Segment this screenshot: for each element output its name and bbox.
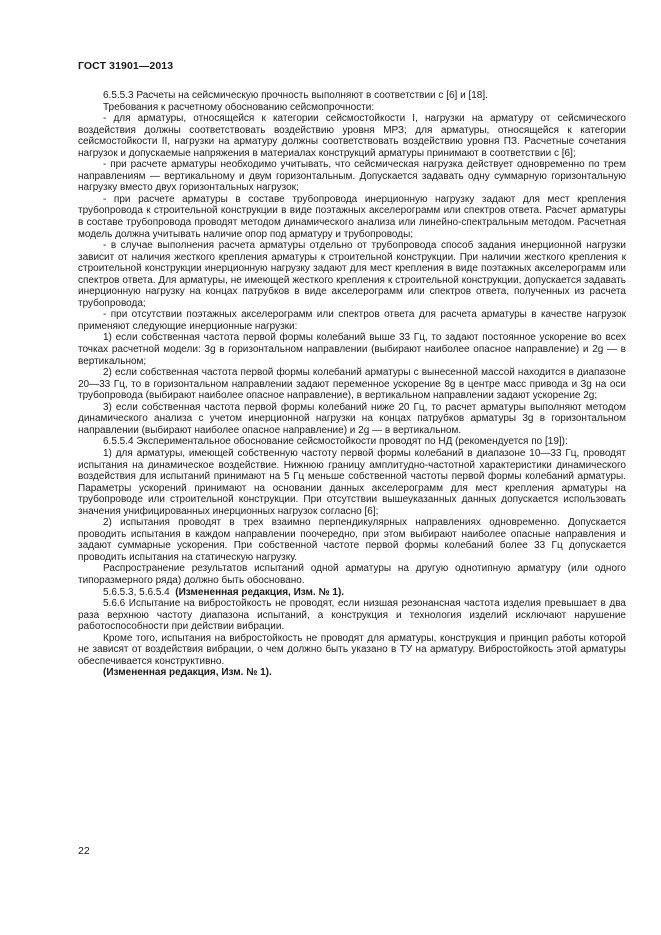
paragraph: - при расчете арматуры необходимо учитывать, что сейсмическая нагрузка действует одновременно по трем направлениям — вертикальному и двум горизонтальным. Допускается задавать одну суммарную горизонтальную нагрузку вместо двух горизонтальных нагрузок; <box>78 159 626 194</box>
standard-header: ГОСТ 31901—2013 <box>78 60 174 72</box>
paragraph: Распространение результатов испытаний одной арматуры на другую однотипную арматуру (или одного типоразмерного ряда) должно быть обосновано. <box>78 563 626 586</box>
paragraph: 2) испытания проводят в трех взаимно перпендикулярных направлениях одновременно. Допускается проводить испытания в каждом направлении поочередно, при этом выбирают наиболее опасные направления и задают суммарные ускорения. При собственной частоте первой формы колебаний более 33 Гц допускается проводить испытания на статическую нагрузку. <box>78 517 626 563</box>
paragraph: 6.5.5.4 Экспериментальное обоснование сейсмостойкости проводят по НД (рекомендуется по [19]): <box>103 436 568 448</box>
paragraph: 6.5.5.3 Расчеты на сейсмическую прочность выполняют в соответствии с [6] и [18]. <box>103 90 488 101</box>
paragraph: - для арматуры, относящейся к категории сейсмостойкости I, нагрузки на арматуру от сейсмического воздействия должны соответствовать воздействию уровня МРЗ; для арматуры, относящейся к категории сейсмостойкости II, нагрузки на арматуру должны соответствовать воздействию уровня ПЗ. Расчетные сочетания нагрузок и допускаемые напряжения в материалах конструкций арматуры принимают в соответствии с [6]; <box>78 113 626 159</box>
page-number: 22 <box>78 845 90 857</box>
paragraph: 1) если собственная частота первой формы колебаний выше 33 Гц, то задают постоянное ускорение во всех точках расчетной модели: 3g в горизонтальном направлении (выбирают наиболее опасное направление) и 2g — в вертикальном; <box>78 332 626 367</box>
paragraph: 1) для арматуры, имеющей собственную частоту первой формы колебаний в диапазоне 10—33 Гц, проводят испытания на динамическое воздействие. Нижнюю границу амплитудно-частотной характеристики динамического воздействия для испытаний принимают на 5 Гц меньше собственной частоты первой формы колебаний арматуры. Параметры ускорений принимают на основании данных акселерограмм для мест крепления арматуры на трубопроводе или строительной конструкции. При отсутствии вышеуказанных данных допускается использовать значения унифицированных инерционных нагрузок согласно [6]; <box>78 447 626 517</box>
document-body <box>78 90 626 679</box>
amendment-note <box>78 667 626 679</box>
paragraph: 2) если собственная частота первой формы колебаний арматуры с вынесенной массой находится в диапазоне 20—33 Гц, то в горизонтальном направлении задают переменное ускорение 8g в центре масс привода и 3g на оси трубопровода (выбирают наиболее опасное направление), в вертикальном направлении задают ускорение 2g; <box>78 367 626 402</box>
amendment-note <box>78 587 626 599</box>
paragraph: - при отсутствии поэтажных акселерограмм или спектров ответа для расчета арматуры в качестве нагрузок применяют следующие инерционные нагрузки: <box>78 309 626 332</box>
amendment-label: (Измененная редакция, Изм. № 1). <box>175 586 345 598</box>
amendment-clauses: 5.6.5.3, 5.6.5.4 <box>103 586 170 598</box>
paragraph: 3) если собственная частота первой формы колебаний ниже 20 Гц, то расчет арматуры выполняют методом динамического анализа с учетом инерционной нагрузки на концах патрубков арматуры 3g в горизонтальном направлении (выбирают наиболее опасное направление) и 2g — в вертикальном. <box>78 401 626 436</box>
paragraph: - при расчете арматуры в составе трубопровода инерционную нагрузку задают для мест крепления трубопровода к строительной конструкции в виде поэтажных акселерограмм или спектров ответа. Расчет арматуры в составе трубопровода проводят методом динамического анализа или линейно-спектральным методом. Расчетная модель должна учитывать наличие опор под арматуру и трубопроводы; <box>78 193 626 240</box>
amendment-label: (Измененная редакция, Изм. № 1). <box>103 667 272 679</box>
paragraph: Кроме того, испытания на вибростойкость не проводят для арматуры, конструкция и принцип работы которой не зависят от воздействия вибрации, о чем должно быть указано в ТУ на арматуру. Вибростойкость этой арматуры обеспечивается конструктивно. <box>78 632 626 667</box>
paragraph: 5.6.6 Испытание на вибростойкость не проводят, если низшая резонансная частота изделия превышает в два раза верхнюю частоту диапазона испытаний, а конструкция и технология изделий исключают нарушение работоспособности при действии вибрации. <box>78 598 626 633</box>
paragraph: - в случае выполнения расчета арматуры отдельно от трубопровода способ задания инерционной нагрузки зависит от наличия жесткого крепления арматуры к строительной конструкции. При наличии жесткого крепления к строительной конструкции инерционную нагрузку задают для мест крепления в виде поэтажных акселерограмм или спектров ответа. Для арматуры, не имеющей жесткого крепления к строительной конструкции, допускается задавать инерционную нагрузку на концах патрубков в виде акселерограмм или спектров ответа, полученных из расчета трубопровода; <box>78 240 626 309</box>
paragraph: Требования к расчетному обоснованию сейсмопрочности: <box>103 101 375 113</box>
